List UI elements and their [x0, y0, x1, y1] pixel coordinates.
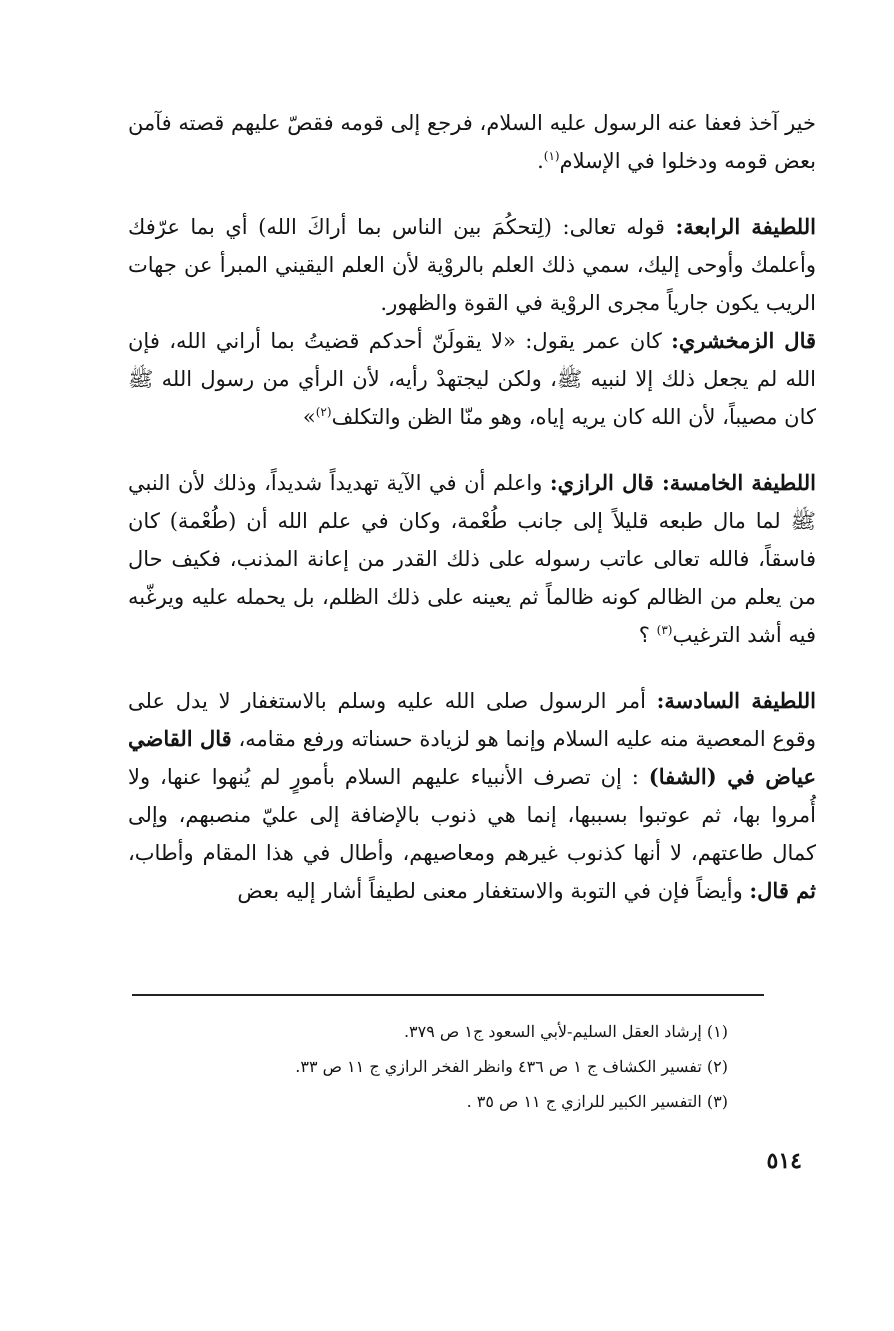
inline-heading-qadi-iyad: قال القاضي عياض في (الشفا) [128, 726, 816, 789]
paragraph-tail: . [537, 149, 544, 173]
paragraph-fifth-subtlety [128, 464, 816, 654]
footnote-2: (٢) تفسير الكشاف ج ١ ص ٤٣٦ وانظر الفخر الرازي ج ١١ ص ٣٣. [295, 1057, 728, 1076]
section-heading: اللطيفة الخامسة: قال الرازي: [549, 470, 816, 495]
paragraph-text: وأيضاً فإن في التوبة والاستغفار معنى لطيفاً أشار إليه بعض [237, 879, 750, 903]
paragraph-text: واعلم أن في الآية تهديداً شديداً، وذلك لأن النبي ﷺ لما مال طبعه قليلاً إلى جانب طُعْمة، وكان في علم الله أن (طُعْمة) كان فاسقاً، فالله تعالى عاتب رسوله على ذلك القدر من إعانة المذنب، فكيف حال من يعلم من الظالم كونه ظالماً ثم يعينه على ذلك الظلم، بل يحمله عليه ويرغّبه فيه أشد الترغيب [128, 471, 816, 647]
paragraph-text: خير آخذ فعفا عنه الرسول عليه السلام، فرجع إلى قومه فقصّ عليهم قصته فآمن بعض قومه ودخلوا في الإسلام [128, 111, 816, 173]
paragraph-text: كان عمر يقول: «لا يقولَنّ أحدكم قضيتُ بما أراني الله، فإن الله لم يجعل ذلك إلا لنبيه ﷺ، ولكن ليجتهدْ رأيه، لأن الرأي من رسول الله ﷺ كان مصيباً، لأن الله كان يريه إياه، وهو منّا الظن والتكلف [128, 329, 816, 429]
paragraph-sixth-subtlety [128, 682, 816, 910]
footnotes [128, 1014, 728, 1119]
paragraph-zamakhshari [128, 322, 816, 436]
paragraph-tail: » [302, 405, 316, 429]
paragraph-tail: ؟ [638, 623, 657, 647]
section-heading: قال الزمخشري: [671, 328, 817, 353]
page-body [128, 104, 816, 910]
inline-heading-then-said: ثم قال: [749, 878, 816, 903]
paragraph-continuation [128, 104, 816, 180]
footnote-ref-2: (٢) [315, 405, 332, 419]
section-heading: اللطيفة السادسة: [656, 688, 817, 713]
paragraph-text: أمر الرسول صلى الله عليه وسلم بالاستغفار لا يدل على وقوع المعصية منه عليه السلام وإنما هو لزيادة حسناته ورفع مقامه، [128, 689, 816, 751]
paragraph-text: قوله تعالى: (لِتحكُمَ بين الناس بما أراكَ الله) أي بما عرّفك وأعلمك وأوحى إليك، سمي ذلك العلم بالروْية لأن العلم اليقيني المبرأ عن جهات الريب يكون جارياً مجرى الروْية في القوة والظهور. [128, 215, 816, 315]
footnote-ref-1: (١) [543, 149, 560, 163]
footnote-divider [132, 994, 764, 996]
paragraph-fourth-subtlety [128, 208, 816, 322]
page-number: ٥١٤ [766, 1148, 802, 1174]
footnote-3: (٣) التفسير الكبير للرازي ج ١١ ص ٣٥ . [466, 1092, 728, 1111]
footnote-1: (١) إرشاد العقل السليم-لأبي السعود ج١ ص ٣٧٩. [403, 1022, 728, 1041]
footnote-ref-3: (٣) [656, 623, 673, 637]
paragraph-text: : إن تصرف الأنبياء عليهم السلام بأمورٍ لم يُنهوا عنها، ولا أُمروا بها، ثم عوتبوا بسببها، إنما هي ذنوب بالإضافة إلى عليّ منصبهم، وإلى كمال طاعتهم، لا أنها كذنوب غيرهم ومعاصيهم، وأطال في هذا المقام وأطاب، [128, 765, 816, 865]
section-heading: اللطيفة الرابعة: [675, 214, 816, 239]
